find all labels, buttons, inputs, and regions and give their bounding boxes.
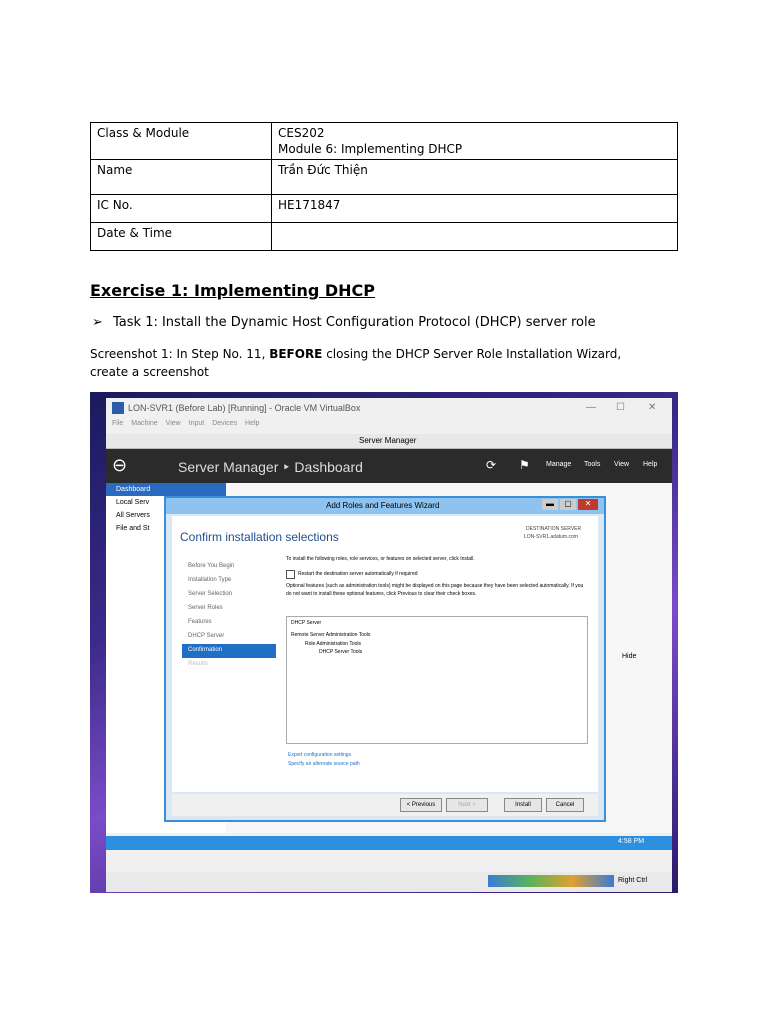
restart-label: Restart the destination server automatically if required bbox=[298, 571, 418, 577]
windows-taskbar bbox=[106, 836, 672, 850]
server-manager-header bbox=[106, 449, 672, 483]
install-button[interactable]: Install bbox=[504, 798, 542, 812]
wizard-body bbox=[172, 516, 598, 792]
table-value: Trần Đức Thiện bbox=[272, 160, 678, 195]
virtualbox-statusbar bbox=[106, 872, 672, 892]
flag-icon[interactable]: ⚑ bbox=[519, 458, 530, 472]
screenshot-caption bbox=[90, 345, 650, 381]
table-row bbox=[91, 160, 678, 195]
minimize-icon[interactable]: — bbox=[586, 402, 596, 413]
sm-window-title: Server Manager bbox=[359, 436, 417, 445]
export-settings-link[interactable]: Export configuration settings bbox=[288, 752, 352, 758]
task-text: Task 1: Install the Dynamic Host Configuration Protocol (DHCP) server role bbox=[113, 315, 596, 330]
task-item bbox=[92, 315, 596, 330]
wizard-steps bbox=[182, 560, 276, 672]
virtualbox-window bbox=[106, 398, 672, 892]
nav-file-storage[interactable]: File and St bbox=[116, 525, 150, 532]
add-roles-wizard bbox=[164, 496, 606, 822]
step-before-you-begin[interactable]: Before You Begin bbox=[188, 563, 235, 569]
screenshot-image bbox=[90, 392, 678, 893]
restart-checkbox[interactable] bbox=[286, 570, 295, 579]
step-confirmation[interactable]: Confirmation bbox=[182, 644, 276, 658]
caption-text: Screenshot 1: In Step No. 11, bbox=[90, 347, 270, 361]
caption-text: closing the DHCP Server Role Installation Wizard, create a screenshot bbox=[90, 347, 622, 379]
menu-tools[interactable]: Tools bbox=[584, 461, 601, 468]
window-title: LON-SVR1 (Before Lab) [Running] - Oracle VM VirtualBox bbox=[128, 403, 361, 413]
nav-all-servers[interactable]: All Servers bbox=[116, 512, 150, 519]
menu-machine[interactable]: Machine bbox=[131, 420, 158, 427]
feature-list bbox=[286, 616, 588, 744]
list-item: Remote Server Administration Tools bbox=[291, 632, 371, 638]
table-key: Name bbox=[91, 160, 272, 195]
table-row bbox=[91, 195, 678, 223]
menu-view[interactable]: View bbox=[165, 420, 181, 427]
wizard-maximize-icon[interactable]: ▢ bbox=[560, 499, 576, 510]
table-value: HE171847 bbox=[272, 195, 678, 223]
list-item: DHCP Server Tools bbox=[319, 649, 363, 655]
virtualbox-icon bbox=[112, 402, 124, 414]
table-value bbox=[272, 123, 678, 160]
step-installation-type[interactable]: Installation Type bbox=[188, 577, 232, 583]
menu-file[interactable]: File bbox=[112, 420, 124, 427]
menu-devices[interactable]: Devices bbox=[212, 420, 238, 427]
value-line: CES202 bbox=[278, 126, 325, 140]
table-row bbox=[91, 123, 678, 160]
list-item: Role Administration Tools bbox=[305, 641, 362, 647]
next-button: Next > bbox=[446, 798, 488, 812]
nav-dashboard[interactable]: Dashboard bbox=[106, 483, 226, 496]
caption-bold: BEFORE bbox=[269, 347, 323, 361]
table-key: Class & Module bbox=[91, 123, 272, 160]
table-row bbox=[91, 223, 678, 251]
arrow-bullet-icon: ➢ bbox=[92, 315, 103, 330]
breadcrumb: Server Manager ‣ Dashboard bbox=[178, 459, 363, 475]
close-icon[interactable]: ✕ bbox=[648, 402, 657, 413]
hide-link[interactable]: Hide bbox=[622, 653, 637, 660]
destination-label: DESTINATION SERVER bbox=[526, 526, 582, 532]
virtualbox-titlebar bbox=[106, 398, 672, 420]
wizard-titlebar bbox=[166, 498, 604, 514]
wizard-close-icon[interactable]: ✕ bbox=[578, 499, 598, 510]
right-ctrl-label: Right Ctrl bbox=[618, 877, 648, 884]
nav-local-server[interactable]: Local Serv bbox=[116, 499, 150, 506]
step-server-selection[interactable]: Server Selection bbox=[188, 591, 233, 597]
value-line: Module 6: Implementing DHCP bbox=[278, 142, 463, 156]
menu-view-sm[interactable]: View bbox=[614, 461, 630, 468]
menu-input[interactable]: Input bbox=[188, 420, 205, 427]
wizard-title: Add Roles and Features Wizard bbox=[326, 501, 440, 510]
back-icon[interactable]: ⊖ bbox=[112, 455, 128, 475]
cancel-button[interactable]: Cancel bbox=[546, 798, 584, 812]
step-results: Results bbox=[188, 661, 209, 667]
server-manager-titlebar bbox=[106, 434, 672, 449]
step-dhcp-server[interactable]: DHCP Server bbox=[188, 633, 225, 639]
refresh-icon[interactable]: ⟳ bbox=[486, 458, 497, 472]
exercise-heading: Exercise 1: Implementing DHCP bbox=[90, 281, 376, 300]
alternate-source-link[interactable]: Specify an alternate source path bbox=[288, 761, 360, 767]
instruction-text: To install the following roles, role services, or features on selected server, click Install. bbox=[286, 556, 475, 562]
table-key: Date & Time bbox=[91, 223, 272, 251]
wizard-heading: Confirm installation selections bbox=[180, 530, 339, 544]
menu-help[interactable]: Help bbox=[245, 420, 260, 427]
wizard-footer bbox=[172, 794, 598, 816]
step-server-roles[interactable]: Server Roles bbox=[188, 605, 223, 611]
info-table bbox=[90, 122, 678, 251]
wizard-minimize-icon[interactable]: ▬ bbox=[542, 499, 558, 510]
maximize-icon[interactable]: ☐ bbox=[616, 402, 625, 413]
optional-text: Optional features (such as administration tools) might be displayed on this page because they have been selected automatically. If you do not want to install these optional features, click Previous to clear their check boxes. bbox=[286, 583, 584, 597]
previous-button[interactable]: < Previous bbox=[400, 798, 442, 812]
virtualbox-menubar bbox=[106, 420, 672, 434]
clock: 4:58 PM bbox=[618, 838, 645, 845]
list-item: DHCP Server bbox=[291, 620, 322, 626]
destination-value: LON-SVR1.adatum.com bbox=[524, 534, 578, 540]
step-features[interactable]: Features bbox=[188, 619, 212, 625]
table-key: IC No. bbox=[91, 195, 272, 223]
table-value bbox=[272, 223, 678, 251]
status-icons bbox=[488, 875, 614, 887]
menu-manage[interactable]: Manage bbox=[546, 461, 572, 468]
menu-help-sm[interactable]: Help bbox=[643, 461, 658, 468]
